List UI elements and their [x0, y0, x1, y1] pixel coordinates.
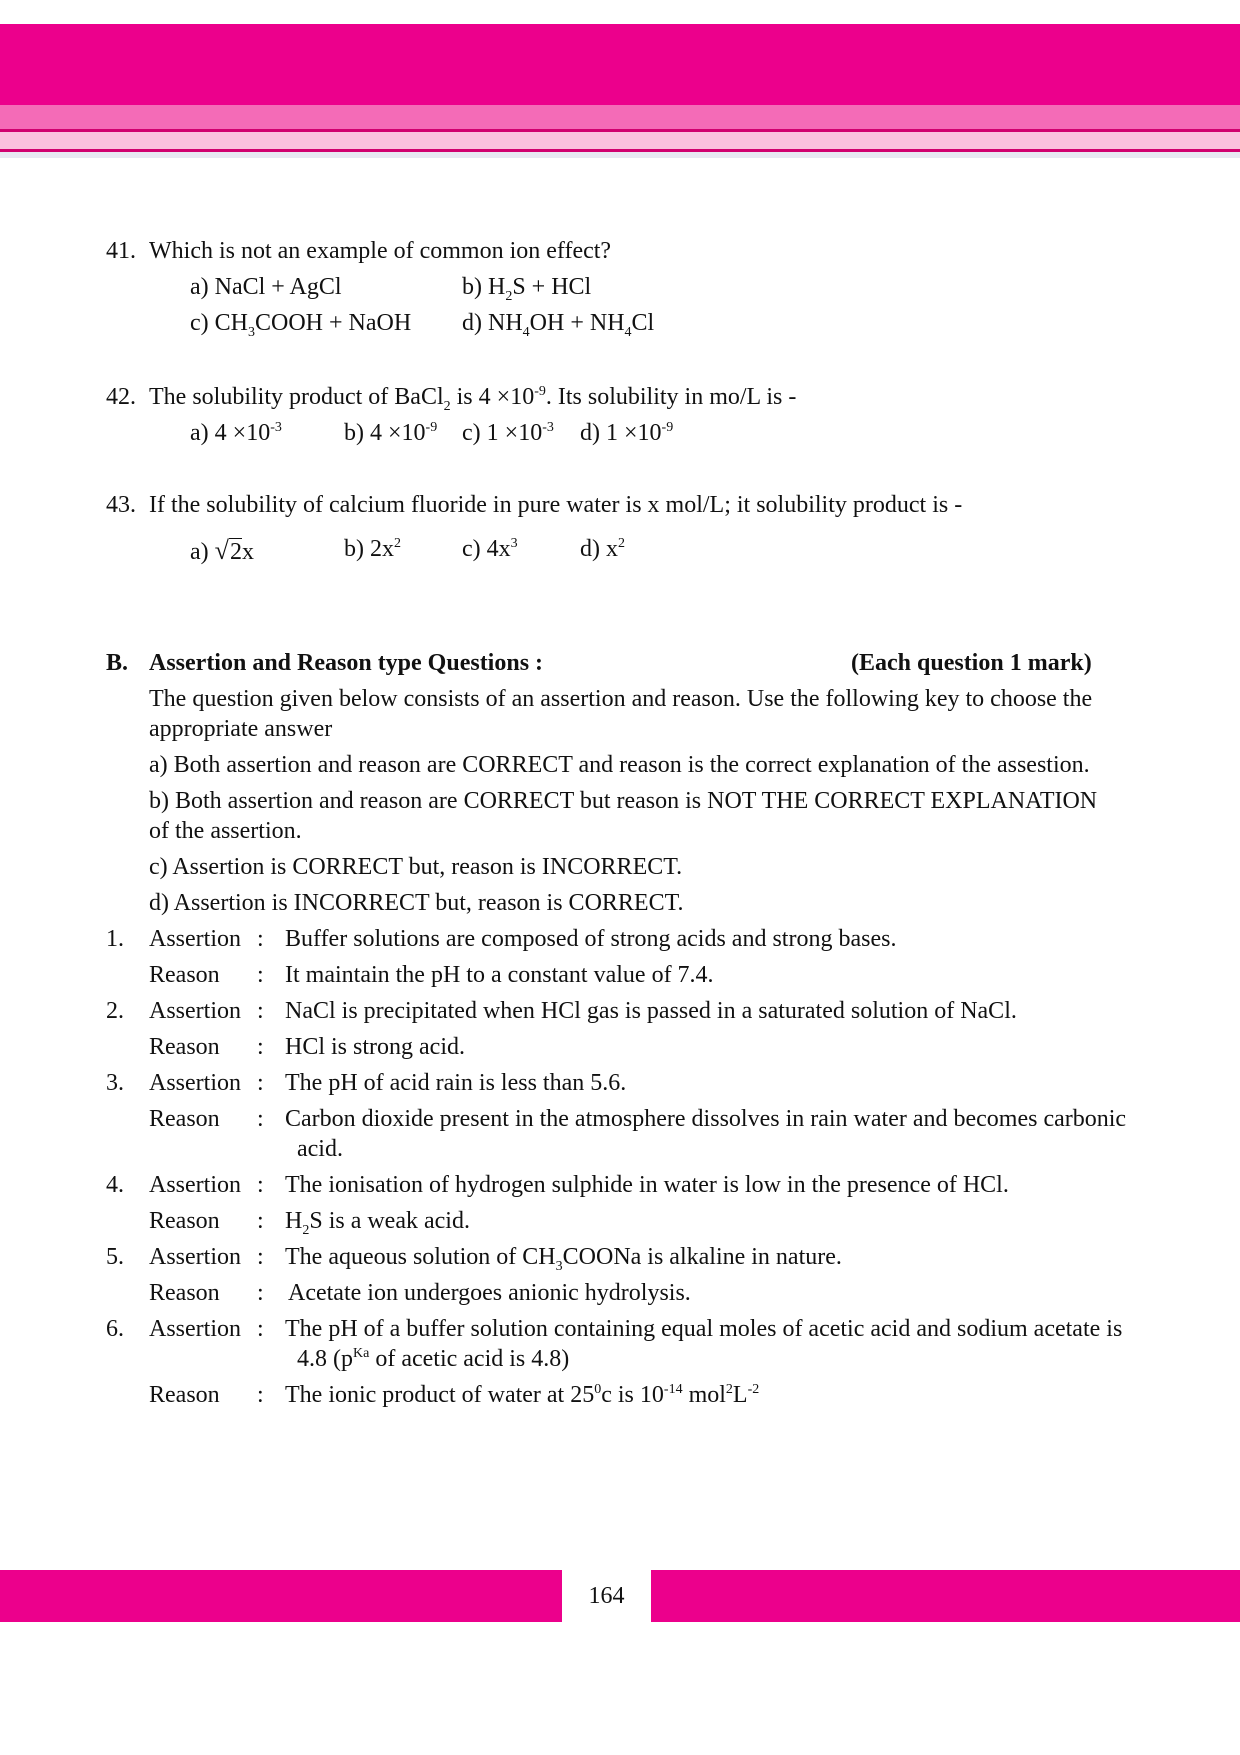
reason-label: Reason	[149, 1106, 220, 1132]
section-marks: (Each question 1 mark)	[851, 650, 1092, 676]
square-root-sign: √2	[214, 536, 242, 565]
option-c: c) $CH_3COOH$ + NaOH	[190, 310, 412, 340]
option-a: a) √2x	[190, 536, 254, 565]
colon: :	[257, 1106, 264, 1132]
assertion-label: Assertion	[149, 1070, 241, 1096]
colon: :	[257, 1208, 264, 1234]
header-band-grey	[0, 152, 1240, 158]
reason-text: The ionic product of water at $25^0c$ is $10^{-14}$ $mol^2L^{-2}$	[285, 1382, 760, 1408]
reason-text: $H_2S$ is a weak acid.	[285, 1208, 470, 1238]
key-c: c) Assertion is CORRECT but, reason is INCORRECT.	[149, 854, 683, 880]
item-number: 6.	[106, 1316, 124, 1342]
question-text: If the solubility of calcium fluoride in pure water is x mol/L; it solubility product is -	[149, 492, 963, 518]
assertion-label: Assertion	[149, 1316, 241, 1342]
colon: :	[257, 1034, 264, 1060]
reason-text: HCl is strong acid.	[285, 1034, 465, 1060]
item-number: 2.	[106, 998, 124, 1024]
option-a: a) NaCl + AgCl	[190, 274, 342, 300]
option-c: c) $1 \times 10^{-3}$	[462, 420, 554, 446]
option-b: b) $4 \times 10^{-9}$	[344, 420, 438, 446]
option-d: d) $x^2$	[580, 536, 625, 562]
reason-text: It maintain the pH to a constant value of 7.4.	[285, 962, 714, 988]
option-d: d) $NH_4OH + NH_4Cl$	[462, 310, 655, 340]
section-label: B.	[106, 650, 129, 676]
section-title: Assertion and Reason type Questions :	[149, 650, 544, 676]
assertion-text: 4.8 ($p^{Ka}$ of acetic acid is 4.8)	[297, 1346, 570, 1372]
colon: :	[257, 998, 264, 1024]
colon: :	[257, 1172, 264, 1198]
colon: :	[257, 1244, 264, 1270]
header-band-light	[0, 132, 1240, 149]
assertion-text: The ionisation of hydrogen sulphide in water is low in the presence of HCl.	[285, 1172, 1009, 1198]
option-b: b) $2x^2$	[344, 536, 401, 562]
key-d: d) Assertion is INCORRECT but, reason is CORRECT.	[149, 890, 684, 916]
reason-label: Reason	[149, 1208, 220, 1234]
assertion-label: Assertion	[149, 1172, 241, 1198]
colon: :	[257, 926, 264, 952]
assertion-text: The pH of acid rain is less than 5.6.	[285, 1070, 627, 1096]
reason-label: Reason	[149, 1280, 220, 1306]
item-number: 5.	[106, 1244, 124, 1270]
option-d: d) $1 \times 10^{-9}$	[580, 420, 674, 446]
question-text: Which is not an example of common ion effect?	[149, 238, 612, 264]
reason-label: Reason	[149, 1382, 220, 1408]
key-b: of the assertion.	[149, 818, 302, 844]
header-band-pink	[0, 105, 1240, 129]
assertion-label: Assertion	[149, 1244, 241, 1270]
page-number: 164	[588, 1583, 625, 1609]
question-number: 42.	[106, 384, 136, 410]
option-a: a) $4 \times 10^{-3}$	[190, 420, 282, 446]
colon: :	[257, 1280, 264, 1306]
colon: :	[257, 1382, 264, 1408]
footer-band-right	[651, 1570, 1240, 1622]
question-number: 41.	[106, 238, 136, 264]
question-number: 43.	[106, 492, 136, 518]
assertion-text: Buffer solutions are composed of strong acids and strong bases.	[285, 926, 897, 952]
assertion-text: The aqueous solution of $CH_3COONa$ is alkaline in nature.	[285, 1244, 842, 1274]
reason-text: acid.	[297, 1136, 343, 1162]
section-intro: appropriate answer	[149, 716, 333, 742]
key-b: b) Both assertion and reason are CORRECT but reason is NOT THE CORRECT EXPLANATION	[149, 788, 1098, 814]
assertion-text: The pH of a buffer solution containing equal moles of acetic acid and sodium acetate is	[285, 1316, 1123, 1342]
key-a: a) Both assertion and reason are CORRECT and reason is the correct explanation of the assestion.	[149, 752, 1090, 778]
header-band-magenta	[0, 24, 1240, 105]
reason-label: Reason	[149, 1034, 220, 1060]
colon: :	[257, 1316, 264, 1342]
colon: :	[257, 1070, 264, 1096]
reason-text: Carbon dioxide present in the atmosphere dissolves in rain water and becomes carbonic	[285, 1106, 1127, 1132]
option-b: b) $H_2S$ + HCl	[462, 274, 592, 304]
item-number: 4.	[106, 1172, 124, 1198]
footer-band-left	[0, 1570, 562, 1622]
question-text: The solubility product of BaCl$_2$ is $4 \times 10^{-9}$. Its solubility in mo/L is -	[149, 384, 797, 414]
assertion-label: Assertion	[149, 998, 241, 1024]
reason-text: Acetate ion undergoes anionic hydrolysis.	[288, 1280, 691, 1306]
reason-label: Reason	[149, 962, 220, 988]
assertion-text: NaCl is precipitated when HCl gas is passed in a saturated solution of NaCl.	[285, 998, 1017, 1024]
option-c: c) $4x^3$	[462, 536, 518, 562]
item-number: 1.	[106, 926, 124, 952]
colon: :	[257, 962, 264, 988]
item-number: 3.	[106, 1070, 124, 1096]
section-intro: The question given below consists of an assertion and reason. Use the following key to choose the	[149, 686, 1093, 712]
assertion-label: Assertion	[149, 926, 241, 952]
